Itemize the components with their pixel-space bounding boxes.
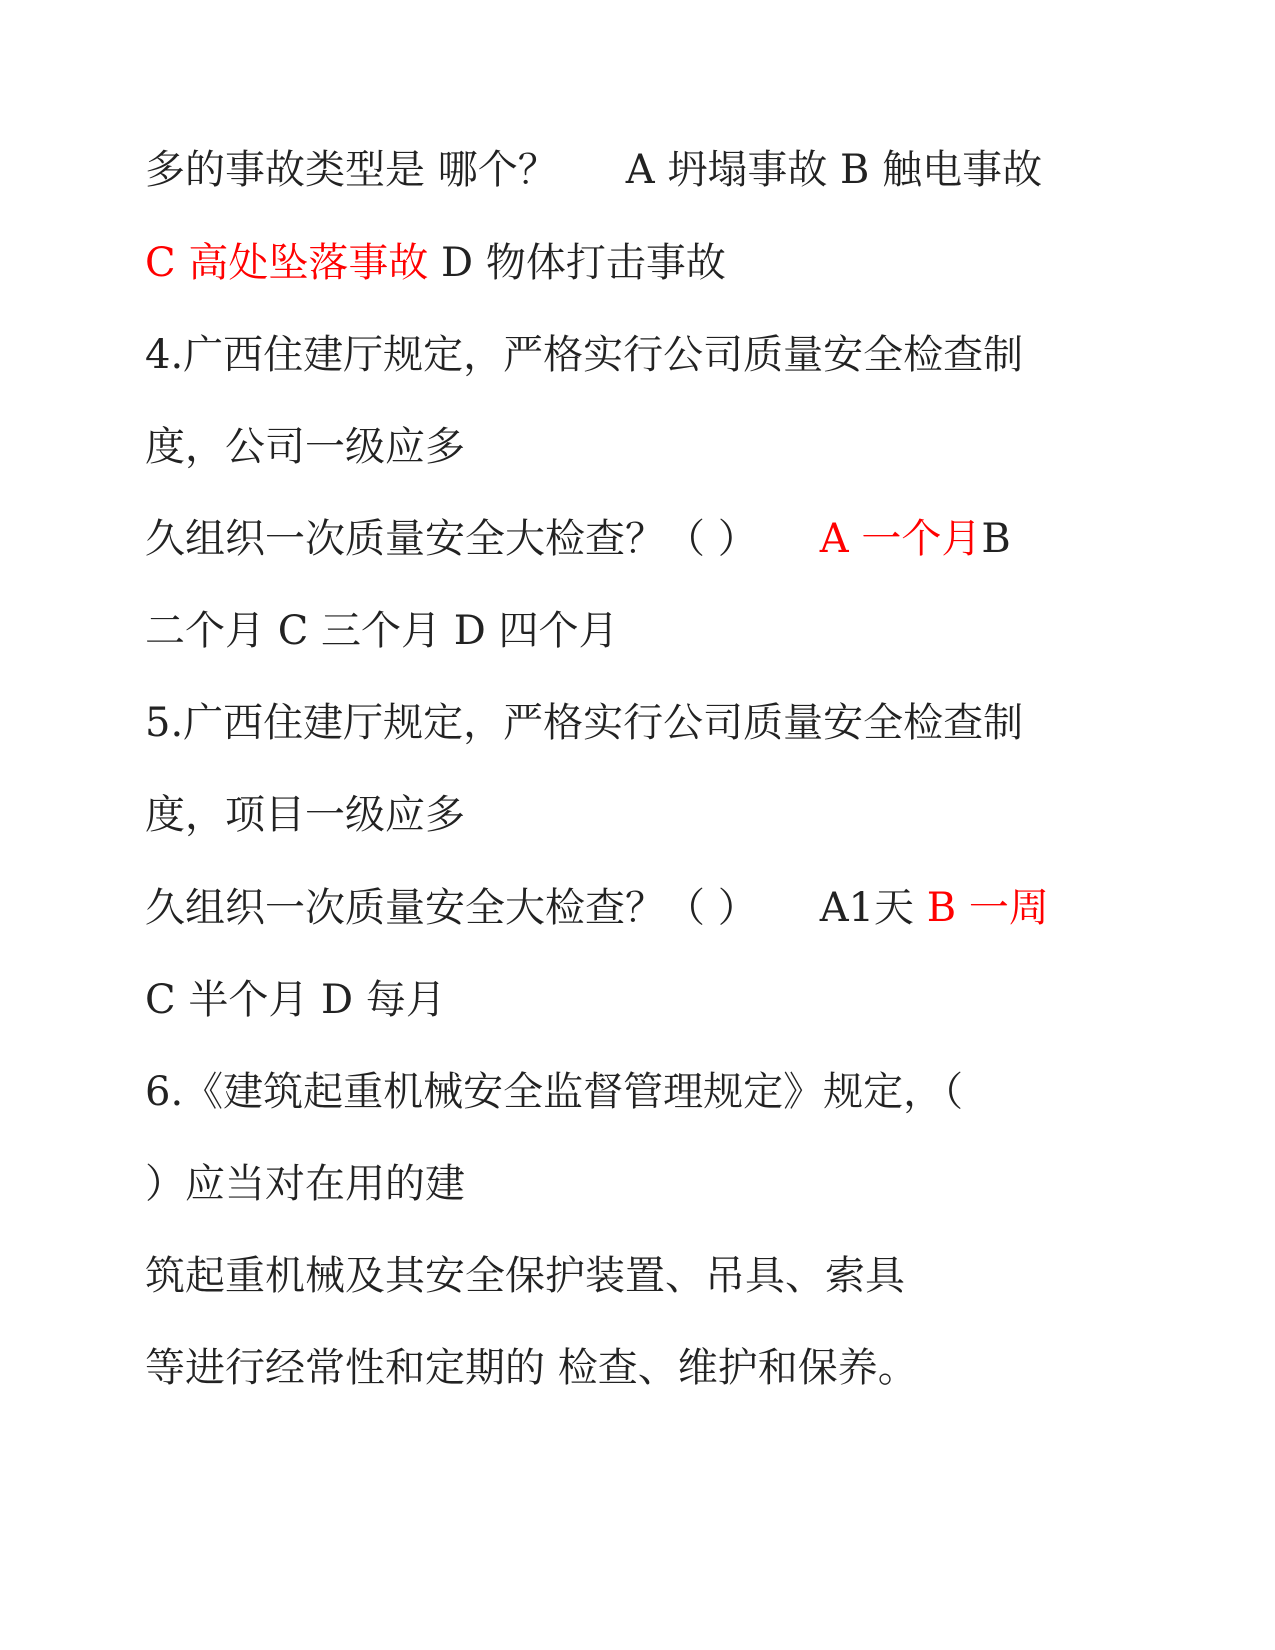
q4-line-4: 二个月 C 三个月 D 四个月 <box>145 608 619 654</box>
q4-answer: A 一个月 <box>819 516 982 562</box>
q4-option-b-start: B <box>981 516 1011 562</box>
q3-options-ab: A 坍塌事故 B 触电事故 <box>625 147 1043 193</box>
q5-option-a: A1天 <box>819 885 927 931</box>
q5-line-4: C 半个月 D 每月 <box>145 977 446 1023</box>
q4-line-1: 4.广西住建厅规定，严格实行公司质量安全检查制 <box>145 332 1024 378</box>
q3-option-d: D 物体打击事故 <box>428 240 726 286</box>
q6-line-4: 等进行经常性和定期的 检查、维护和保养。 <box>145 1345 918 1391</box>
q3-line-2 <box>145 235 1145 291</box>
q3-question-text: 多的事故类型是 哪个？ <box>145 147 558 193</box>
q6-line-1: 6.《建筑起重机械安全监督管理规定》规定，（ <box>145 1069 964 1115</box>
q5-answer: B 一周 <box>926 885 1049 931</box>
q4-question-text: 久组织一次质量安全大检查？（ ） <box>145 516 758 562</box>
q3-line-1 <box>145 142 1145 198</box>
q5-line-2: 度，项目一级应多 <box>145 792 465 838</box>
q5-line-3 <box>145 880 1145 936</box>
q6-line-2: ）应当对在用的建 <box>145 1161 465 1207</box>
q4-line-3 <box>145 511 1145 567</box>
q5-question-text: 久组织一次质量安全大检查？（ ） <box>145 885 758 931</box>
q6-line-3: 筑起重机械及其安全保护装置、吊具、索具 <box>145 1253 905 1299</box>
q5-line-1: 5.广西住建厅规定，严格实行公司质量安全检查制 <box>145 700 1024 746</box>
q3-answer: C 高处坠落事故 <box>145 240 429 286</box>
q4-line-2: 度，公司一级应多 <box>145 424 465 470</box>
